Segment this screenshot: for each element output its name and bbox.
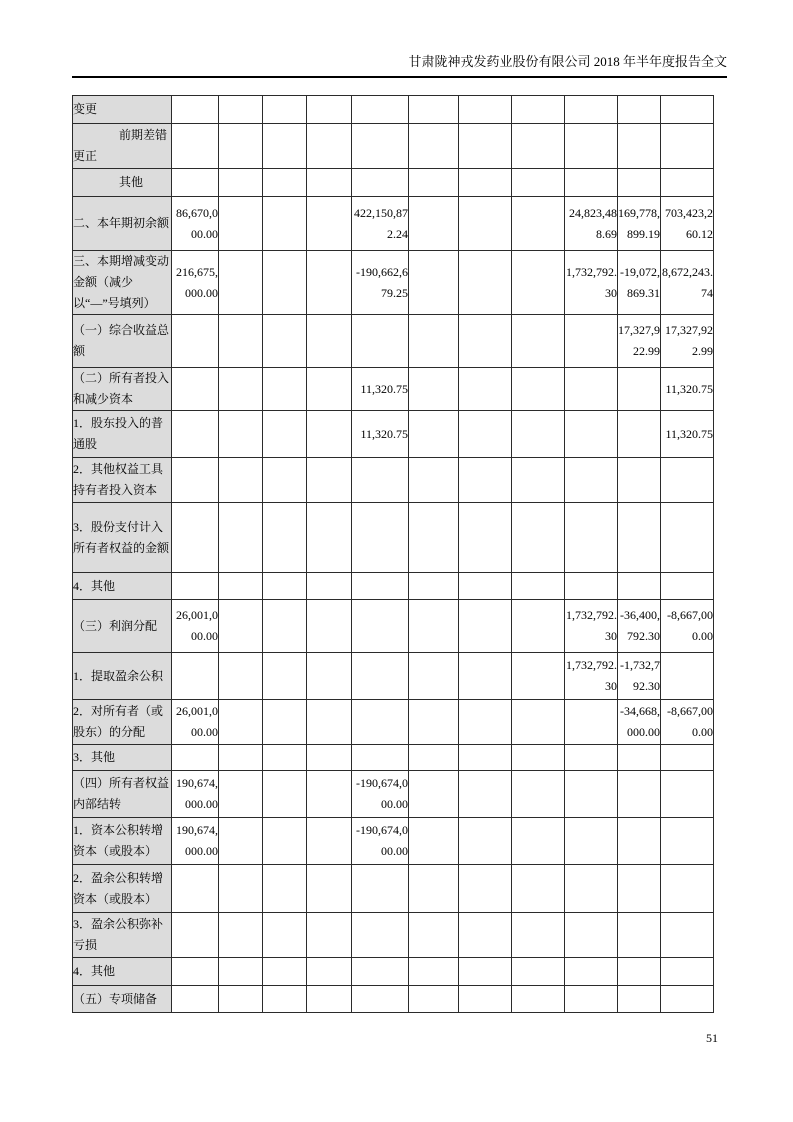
table-row (73, 197, 714, 251)
value-cell (263, 700, 307, 745)
value-cell (172, 958, 219, 986)
value-cell: 169,778,899.19 (618, 197, 661, 251)
value-cell (512, 745, 565, 771)
value-cell (661, 124, 714, 169)
value-cell (172, 368, 219, 411)
value-cell (459, 315, 512, 368)
value-cell (263, 573, 307, 600)
value-cell: -8,667,000.00 (661, 600, 714, 653)
value-cell (263, 745, 307, 771)
value-cell (565, 818, 618, 865)
value-cell (459, 958, 512, 986)
value-cell (352, 865, 409, 913)
value-cell (409, 745, 459, 771)
value-cell (263, 197, 307, 251)
value-cell: -190,674,000.00 (352, 818, 409, 865)
table-body (73, 96, 714, 1013)
table-row (73, 503, 714, 573)
row-label-cell: 2．其他权益工具持有者投入资本 (73, 458, 172, 503)
row-label-cell: （四）所有者权益内部结转 (73, 771, 172, 818)
value-cell (512, 700, 565, 745)
row-label-cell: 1．提取盈余公积 (73, 653, 172, 700)
value-cell: 11,320.75 (352, 411, 409, 458)
value-cell (352, 986, 409, 1013)
value-cell (219, 251, 263, 315)
value-cell (459, 96, 512, 124)
value-cell (565, 458, 618, 503)
value-cell (263, 958, 307, 986)
value-cell (263, 818, 307, 865)
table-row (73, 458, 714, 503)
value-cell (307, 197, 352, 251)
row-label-cell: （三）利润分配 (73, 600, 172, 653)
value-cell (219, 197, 263, 251)
value-cell (219, 96, 263, 124)
header-rule (72, 76, 727, 78)
value-cell (263, 315, 307, 368)
value-cell (565, 771, 618, 818)
row-label-cell: 变更 (73, 96, 172, 124)
value-cell (565, 573, 618, 600)
value-cell (219, 700, 263, 745)
value-cell (219, 745, 263, 771)
value-cell (172, 986, 219, 1013)
value-cell (219, 865, 263, 913)
value-cell (352, 600, 409, 653)
value-cell (618, 818, 661, 865)
value-cell (307, 96, 352, 124)
value-cell (661, 503, 714, 573)
value-cell (219, 958, 263, 986)
value-cell (459, 411, 512, 458)
value-cell (409, 124, 459, 169)
value-cell (172, 169, 219, 197)
value-cell (565, 913, 618, 958)
value-cell (661, 96, 714, 124)
value-cell (307, 124, 352, 169)
value-cell (512, 913, 565, 958)
value-cell (661, 653, 714, 700)
value-cell (512, 251, 565, 315)
value-cell (618, 865, 661, 913)
row-label-cell: （二）所有者投入和减少资本 (73, 368, 172, 411)
table-row (73, 315, 714, 368)
value-cell (263, 986, 307, 1013)
value-cell: -190,674,000.00 (352, 771, 409, 818)
value-cell (352, 315, 409, 368)
value-cell (172, 124, 219, 169)
value-cell (409, 197, 459, 251)
value-cell (172, 573, 219, 600)
value-cell (661, 745, 714, 771)
value-cell (263, 368, 307, 411)
value-cell (219, 573, 263, 600)
value-cell (459, 913, 512, 958)
value-cell (352, 745, 409, 771)
value-cell (172, 865, 219, 913)
value-cell: 1,732,792.30 (565, 653, 618, 700)
value-cell: 190,674,000.00 (172, 818, 219, 865)
value-cell (307, 251, 352, 315)
table-row (73, 124, 714, 169)
value-cell (512, 573, 565, 600)
value-cell (459, 251, 512, 315)
value-cell (409, 315, 459, 368)
value-cell: 17,327,922.99 (661, 315, 714, 368)
value-cell (263, 865, 307, 913)
value-cell (352, 458, 409, 503)
value-cell (512, 169, 565, 197)
value-cell (565, 96, 618, 124)
value-cell (618, 958, 661, 986)
value-cell (661, 818, 714, 865)
value-cell (512, 368, 565, 411)
value-cell (219, 771, 263, 818)
value-cell (512, 503, 565, 573)
value-cell (565, 958, 618, 986)
value-cell (307, 986, 352, 1013)
value-cell (263, 913, 307, 958)
value-cell (307, 368, 352, 411)
value-cell (219, 458, 263, 503)
table-row (73, 653, 714, 700)
value-cell (512, 197, 565, 251)
value-cell (618, 986, 661, 1013)
value-cell (512, 124, 565, 169)
value-cell (352, 124, 409, 169)
value-cell (172, 913, 219, 958)
value-cell (352, 653, 409, 700)
value-cell: 24,823,488.69 (565, 197, 618, 251)
row-label-cell: 其他 (73, 169, 172, 197)
value-cell (307, 818, 352, 865)
equity-change-table (72, 95, 714, 1013)
value-cell (459, 700, 512, 745)
value-cell (219, 653, 263, 700)
value-cell: 190,674,000.00 (172, 771, 219, 818)
value-cell (618, 169, 661, 197)
value-cell (618, 771, 661, 818)
value-cell (307, 653, 352, 700)
value-cell (459, 865, 512, 913)
value-cell (459, 771, 512, 818)
value-cell (512, 653, 565, 700)
value-cell (409, 169, 459, 197)
value-cell (219, 600, 263, 653)
value-cell (172, 315, 219, 368)
value-cell (263, 458, 307, 503)
value-cell (661, 986, 714, 1013)
value-cell (219, 169, 263, 197)
value-cell (661, 573, 714, 600)
value-cell (459, 169, 512, 197)
table-row (73, 745, 714, 771)
value-cell: 216,675,000.00 (172, 251, 219, 315)
value-cell (263, 503, 307, 573)
table-row (73, 818, 714, 865)
value-cell: -19,072,869.31 (618, 251, 661, 315)
value-cell (307, 958, 352, 986)
value-cell (618, 458, 661, 503)
table-row (73, 771, 714, 818)
value-cell (512, 986, 565, 1013)
value-cell (409, 573, 459, 600)
value-cell (307, 411, 352, 458)
value-cell (352, 958, 409, 986)
value-cell (512, 411, 565, 458)
value-cell: 422,150,872.24 (352, 197, 409, 251)
value-cell: 86,670,000.00 (172, 197, 219, 251)
value-cell (459, 197, 512, 251)
table-row (73, 169, 714, 197)
value-cell (409, 368, 459, 411)
table-row (73, 986, 714, 1013)
value-cell (459, 458, 512, 503)
table-row (73, 700, 714, 745)
value-cell (409, 700, 459, 745)
table-row (73, 96, 714, 124)
value-cell (263, 124, 307, 169)
value-cell (565, 315, 618, 368)
value-cell (172, 411, 219, 458)
row-label-cell: （五）专项储备 (73, 986, 172, 1013)
value-cell (618, 411, 661, 458)
value-cell (172, 503, 219, 573)
value-cell (409, 818, 459, 865)
value-cell: 11,320.75 (661, 368, 714, 411)
row-label-cell: 1．资本公积转增资本（或股本） (73, 818, 172, 865)
value-cell (263, 600, 307, 653)
value-cell (459, 818, 512, 865)
value-cell (352, 913, 409, 958)
value-cell (219, 913, 263, 958)
value-cell (409, 411, 459, 458)
value-cell (512, 315, 565, 368)
report-header-title: 甘肃陇神戎发药业股份有限公司 2018 年半年度报告全文 (408, 54, 727, 69)
value-cell (409, 913, 459, 958)
value-cell (409, 958, 459, 986)
value-cell (409, 865, 459, 913)
value-cell: 1,732,792.30 (565, 251, 618, 315)
table-row (73, 411, 714, 458)
value-cell (618, 503, 661, 573)
value-cell (409, 503, 459, 573)
value-cell (307, 771, 352, 818)
value-cell (263, 771, 307, 818)
value-cell (661, 169, 714, 197)
value-cell (352, 573, 409, 600)
row-label-cell: 1．股东投入的普通股 (73, 411, 172, 458)
value-cell: 26,001,000.00 (172, 600, 219, 653)
value-cell (172, 458, 219, 503)
value-cell (459, 600, 512, 653)
value-cell (263, 96, 307, 124)
table-row (73, 958, 714, 986)
value-cell (307, 865, 352, 913)
value-cell (565, 124, 618, 169)
value-cell: -34,668,000.00 (618, 700, 661, 745)
value-cell (565, 865, 618, 913)
value-cell (409, 458, 459, 503)
value-cell: 17,327,922.99 (618, 315, 661, 368)
value-cell (565, 411, 618, 458)
value-cell (307, 573, 352, 600)
value-cell (459, 986, 512, 1013)
value-cell (661, 865, 714, 913)
value-cell (512, 958, 565, 986)
value-cell (409, 251, 459, 315)
value-cell: -8,667,000.00 (661, 700, 714, 745)
value-cell (263, 169, 307, 197)
value-cell (565, 503, 618, 573)
value-cell (172, 96, 219, 124)
value-cell (263, 251, 307, 315)
value-cell (512, 771, 565, 818)
value-cell (219, 124, 263, 169)
value-cell (565, 986, 618, 1013)
table-row (73, 600, 714, 653)
value-cell (219, 818, 263, 865)
table-row (73, 913, 714, 958)
value-cell (307, 913, 352, 958)
row-label-cell: 4．其他 (73, 958, 172, 986)
value-cell (352, 169, 409, 197)
page-number: 51 (706, 1031, 718, 1045)
value-cell (618, 745, 661, 771)
value-cell (219, 368, 263, 411)
value-cell (512, 458, 565, 503)
value-cell: 26,001,000.00 (172, 700, 219, 745)
value-cell (459, 124, 512, 169)
row-label-cell: 3．股份支付计入所有者权益的金额 (73, 503, 172, 573)
value-cell (459, 573, 512, 600)
value-cell (618, 96, 661, 124)
value-cell (263, 411, 307, 458)
value-cell: -36,400,792.30 (618, 600, 661, 653)
row-label-cell: 2．对所有者（或股东）的分配 (73, 700, 172, 745)
value-cell (409, 600, 459, 653)
value-cell (618, 368, 661, 411)
value-cell (618, 913, 661, 958)
value-cell (512, 600, 565, 653)
value-cell (307, 169, 352, 197)
value-cell (661, 771, 714, 818)
value-cell (352, 700, 409, 745)
value-cell (352, 96, 409, 124)
table-row (73, 865, 714, 913)
value-cell (512, 865, 565, 913)
value-cell (661, 458, 714, 503)
value-cell (219, 503, 263, 573)
value-cell (565, 700, 618, 745)
value-cell (512, 96, 565, 124)
value-cell (459, 503, 512, 573)
table-row (73, 251, 714, 315)
value-cell: 11,320.75 (661, 411, 714, 458)
row-label-cell: 4．其他 (73, 573, 172, 600)
value-cell (565, 169, 618, 197)
value-cell (409, 653, 459, 700)
value-cell (263, 653, 307, 700)
value-cell (219, 315, 263, 368)
value-cell: 11,320.75 (352, 368, 409, 411)
value-cell (352, 503, 409, 573)
table-row (73, 573, 714, 600)
value-cell (565, 368, 618, 411)
value-cell (307, 600, 352, 653)
value-cell (307, 745, 352, 771)
row-label-cell: 三、本期增减变动金额（减少以“—”号填列） (73, 251, 172, 315)
value-cell (661, 958, 714, 986)
value-cell (219, 986, 263, 1013)
value-cell (459, 745, 512, 771)
row-label-cell: 二、本年期初余额 (73, 197, 172, 251)
row-label-cell: （一）综合收益总额 (73, 315, 172, 368)
value-cell (409, 986, 459, 1013)
value-cell: 8,672,243.74 (661, 251, 714, 315)
value-cell: -1,732,792.30 (618, 653, 661, 700)
value-cell (172, 653, 219, 700)
value-cell (409, 96, 459, 124)
row-label-cell: 2．盈余公积转增资本（或股本） (73, 865, 172, 913)
value-cell (459, 653, 512, 700)
row-label-cell: 3．盈余公积弥补亏损 (73, 913, 172, 958)
value-cell: 703,423,260.12 (661, 197, 714, 251)
value-cell (307, 503, 352, 573)
table-row (73, 368, 714, 411)
row-label-cell: 前期差错更正 (73, 124, 172, 169)
value-cell (307, 700, 352, 745)
value-cell (307, 315, 352, 368)
row-label-cell: 3．其他 (73, 745, 172, 771)
value-cell (172, 745, 219, 771)
value-cell (459, 368, 512, 411)
value-cell: 1,732,792.30 (565, 600, 618, 653)
value-cell: -190,662,679.25 (352, 251, 409, 315)
value-cell (307, 458, 352, 503)
value-cell (565, 745, 618, 771)
value-cell (409, 771, 459, 818)
value-cell (512, 818, 565, 865)
value-cell (219, 411, 263, 458)
value-cell (661, 913, 714, 958)
value-cell (618, 573, 661, 600)
value-cell (618, 124, 661, 169)
